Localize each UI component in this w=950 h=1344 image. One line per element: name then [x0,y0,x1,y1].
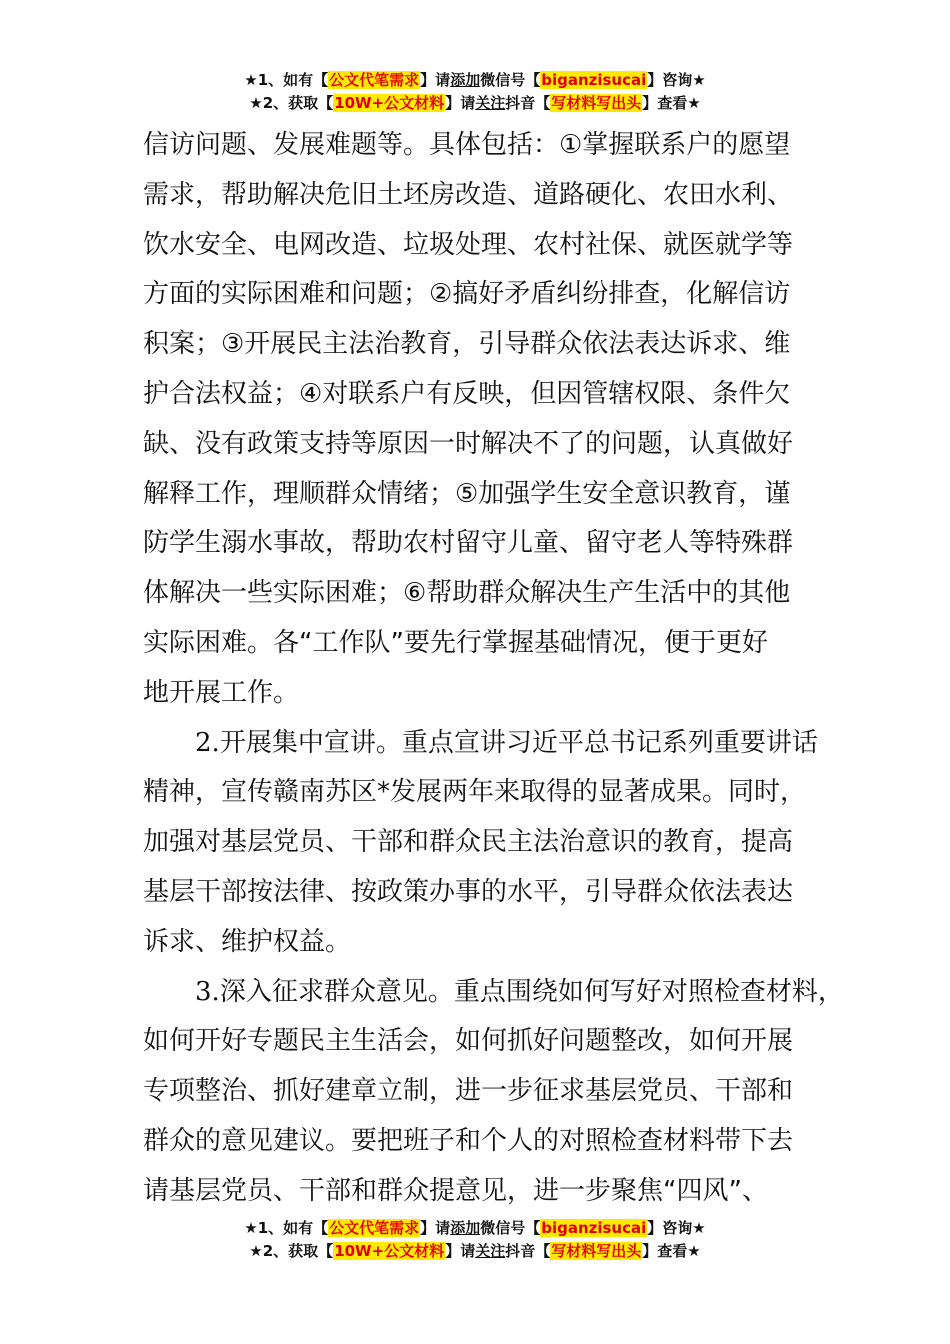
text-line: 防学生溺水事故，帮助农村留守儿童、留守老人等特殊群 [143,528,794,559]
banner-text: ★2、获取【 [249,1242,334,1260]
banner-text: 】请 [420,71,451,89]
banner-text: 微信号【 [480,1219,541,1237]
text-line: 基层干部按法律、按政策办事的水平，引导群众依法表达 [143,876,794,907]
text-line: 护合法权益；④对联系户有反映，但因管辖权限、条件欠 [143,378,791,409]
banner-text: 抖音【 [505,94,551,112]
underlined-word: 关注 [475,1242,506,1260]
text-line: 方面的实际困难和问题；②搞好矛盾纠纷排查，化解信访 [143,279,791,310]
footer-banner [0,1217,950,1263]
text-line: 地开展工作。 [143,677,300,708]
highlight-wechat-id: biganzisucai [541,1219,647,1237]
banner-text: 】请 [445,94,476,112]
banner-text: ★1、如有【 [244,71,329,89]
text-line: 信访问题、发展难题等。具体包括：①掌握联系户的愿望 [143,130,791,160]
document-body [143,121,844,1217]
text-line: 群众的意见建议。要把班子和个人的对照检查材料带下去 [143,1125,794,1156]
text-line: 需求，帮助解决危旧土坯房改造、道路硬化、农田水利、 [143,179,794,210]
banner-line-1 [0,1217,950,1240]
text-line: 实际困难。各“工作队”要先行掌握基础情况，便于更好 [143,627,768,658]
highlight-wechat-id: biganzisucai [541,71,647,89]
banner-text: 抖音【 [505,1242,551,1260]
item-heading-text: 深入征求群众意见。重点围绕如何写好对照检查材料， [219,976,844,1007]
text-line: 诉求、维护权益。 [143,926,352,957]
text-line: 缺、没有政策支持等原因一时解决不了的问题，认真做好 [143,428,794,459]
underlined-word: 添加 [450,1219,481,1237]
banner-line-1 [0,69,950,92]
text-line: 如何开好专题民主生活会，如何抓好问题整改，如何开展 [143,1026,794,1057]
text-line: 解释工作，理顺群众情绪；⑤加强学生安全意识教育，谨 [143,478,791,509]
text-line: 积案；③开展民主法治教育，引导群众依法表达诉求、维 [143,329,791,360]
paragraph-1 [143,121,833,719]
highlight-douyin-account: 写材料写出头 [551,94,642,112]
paragraph-3 [143,968,844,1217]
banner-text: 】查看★ [642,94,701,112]
banner-text: ★1、如有【 [244,1219,329,1237]
underlined-word: 添加 [450,71,481,89]
banner-text: 】请 [420,1219,451,1237]
highlight-service: 公文代笔需求 [329,1219,420,1237]
banner-line-2 [0,1240,950,1263]
banner-text: 】请 [445,1242,476,1260]
text-line: 饮水安全、电网改造、垃圾处理、农村社保、就医就学等 [143,229,794,260]
banner-text: 】查看★ [642,1242,701,1260]
text-line [143,719,833,769]
text-line [143,968,844,1018]
text-line: 专项整治、抓好建章立制，进一步征求基层党员、干部和 [143,1076,794,1107]
text-line: 体解决一些实际困难；⑥帮助群众解决生产生活中的其他 [143,578,791,609]
highlight-materials: 10W+公文材料 [334,1242,445,1260]
item-heading-text: 开展集中宣讲。重点宣讲习近平总书记系列重要讲话 [219,727,818,758]
highlight-douyin-account: 写材料写出头 [551,1242,642,1260]
highlight-service: 公文代笔需求 [329,71,420,89]
banner-text: ★2、获取【 [249,94,334,112]
paragraph-2 [143,719,833,968]
banner-text: 微信号【 [480,71,541,89]
underlined-word: 关注 [475,94,506,112]
text-line: 加强对基层党员、干部和群众民主法治意识的教育，提高 [143,827,794,858]
banner-text: 】咨询★ [647,71,706,89]
item-number: 2. [195,727,220,758]
header-banner [0,69,950,115]
banner-line-2 [0,92,950,115]
highlight-materials: 10W+公文材料 [334,94,445,112]
text-line: 请基层党员、干部和群众提意见，进一步聚焦“四风”、 [143,1175,768,1206]
item-number: 3. [195,976,220,1007]
banner-text: 】咨询★ [647,1219,706,1237]
text-line: 精神，宣传赣南苏区*发展两年来取得的显著成果。同时， [143,777,807,808]
